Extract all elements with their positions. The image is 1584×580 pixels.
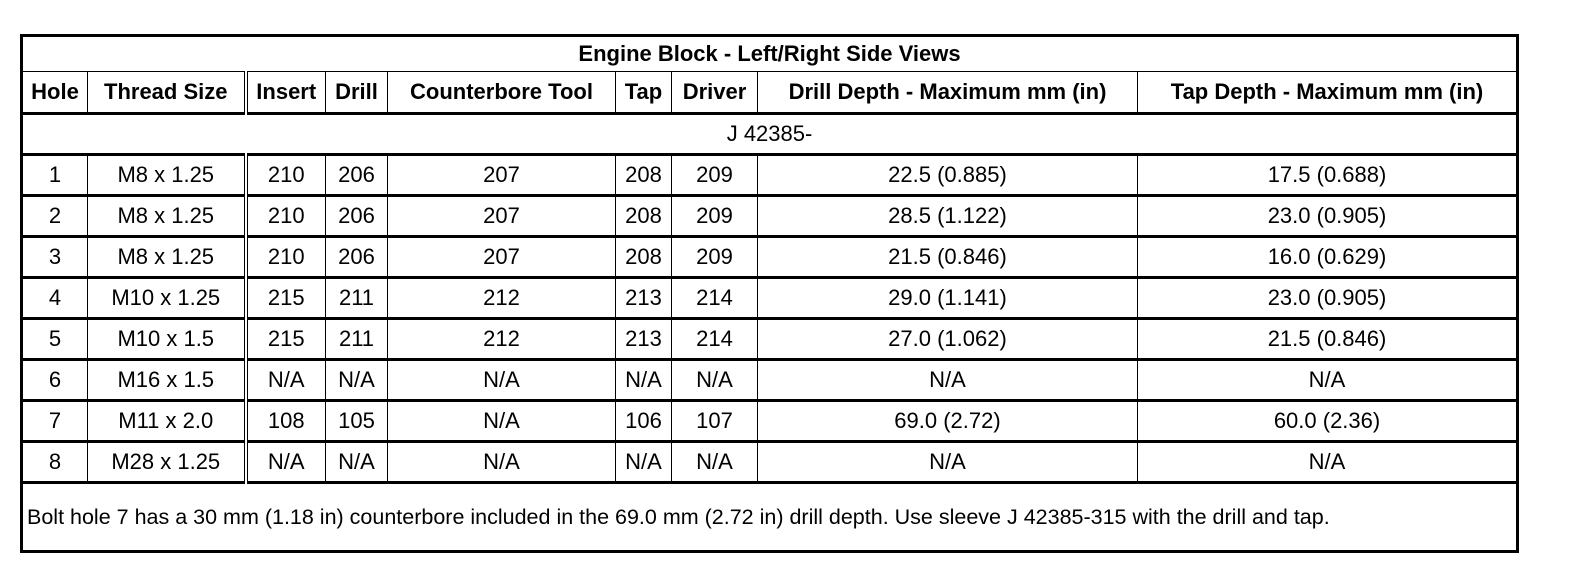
cell-thread-size: M8 x 1.25: [88, 237, 246, 278]
cell-drill: 206: [326, 237, 388, 278]
cell-insert: 210: [246, 237, 326, 278]
cell-counterbore-tool: N/A: [388, 442, 616, 483]
cell-drill-depth: N/A: [758, 442, 1138, 483]
table-title: Engine Block - Left/Right Side Views: [22, 36, 1518, 72]
cell-driver: 209: [672, 155, 758, 196]
cell-tap: N/A: [616, 442, 672, 483]
cell-driver: 209: [672, 196, 758, 237]
tool-prefix-row: [22, 114, 1518, 155]
cell-hole: 2: [22, 196, 88, 237]
cell-drill-depth: 28.5 (1.122): [758, 196, 1138, 237]
cell-hole: 4: [22, 278, 88, 319]
column-header-drill-depth: Drill Depth - Maximum mm (in): [758, 72, 1138, 114]
cell-counterbore-tool: 207: [388, 237, 616, 278]
column-header-hole: Hole: [22, 72, 88, 114]
cell-counterbore-tool: N/A: [388, 401, 616, 442]
cell-counterbore-tool: 212: [388, 278, 616, 319]
table-body: [22, 155, 1518, 483]
cell-drill-depth: 29.0 (1.141): [758, 278, 1138, 319]
cell-tap-depth: 16.0 (0.629): [1138, 237, 1518, 278]
cell-counterbore-tool: 207: [388, 155, 616, 196]
cell-thread-size: M11 x 2.0: [88, 401, 246, 442]
cell-thread-size: M8 x 1.25: [88, 196, 246, 237]
cell-driver: N/A: [672, 360, 758, 401]
column-header-insert: Insert: [246, 72, 326, 114]
cell-tap: 208: [616, 196, 672, 237]
cell-thread-size: M10 x 1.25: [88, 278, 246, 319]
cell-drill: N/A: [326, 360, 388, 401]
cell-tap: 208: [616, 237, 672, 278]
cell-drill: 105: [326, 401, 388, 442]
cell-tap: 213: [616, 319, 672, 360]
cell-tap-depth: 60.0 (2.36): [1138, 401, 1518, 442]
note-row: [22, 483, 1518, 552]
cell-tap: 106: [616, 401, 672, 442]
table-row: [22, 237, 1518, 278]
cell-drill-depth: 21.5 (0.846): [758, 237, 1138, 278]
table-row: [22, 278, 1518, 319]
cell-hole: 3: [22, 237, 88, 278]
cell-thread-size: M16 x 1.5: [88, 360, 246, 401]
cell-tap-depth: 23.0 (0.905): [1138, 278, 1518, 319]
cell-tap-depth: N/A: [1138, 360, 1518, 401]
cell-drill-depth: 22.5 (0.885): [758, 155, 1138, 196]
cell-drill: N/A: [326, 442, 388, 483]
column-header-drill: Drill: [326, 72, 388, 114]
cell-drill-depth: 69.0 (2.72): [758, 401, 1138, 442]
cell-drill: 211: [326, 319, 388, 360]
cell-drill: 211: [326, 278, 388, 319]
table-row: [22, 442, 1518, 483]
cell-counterbore-tool: N/A: [388, 360, 616, 401]
cell-drill-depth: N/A: [758, 360, 1138, 401]
table-row: [22, 319, 1518, 360]
cell-hole: 6: [22, 360, 88, 401]
cell-drill: 206: [326, 155, 388, 196]
table-row: [22, 196, 1518, 237]
column-header-tap-depth: Tap Depth - Maximum mm (in): [1138, 72, 1518, 114]
cell-counterbore-tool: 212: [388, 319, 616, 360]
cell-tap: N/A: [616, 360, 672, 401]
cell-driver: 107: [672, 401, 758, 442]
cell-tap-depth: 21.5 (0.846): [1138, 319, 1518, 360]
table-row: [22, 155, 1518, 196]
cell-drill-depth: 27.0 (1.062): [758, 319, 1138, 360]
column-header-tap: Tap: [616, 72, 672, 114]
table-row: [22, 401, 1518, 442]
cell-insert: N/A: [246, 442, 326, 483]
cell-tap-depth: N/A: [1138, 442, 1518, 483]
cell-insert: 215: [246, 278, 326, 319]
table-row: [22, 360, 1518, 401]
cell-insert: N/A: [246, 360, 326, 401]
cell-thread-size: M10 x 1.5: [88, 319, 246, 360]
cell-driver: N/A: [672, 442, 758, 483]
cell-insert: 210: [246, 155, 326, 196]
tool-prefix: J 42385-: [22, 114, 1518, 155]
table-header-row: [22, 72, 1518, 114]
cell-insert: 215: [246, 319, 326, 360]
column-header-thread-size: Thread Size: [88, 72, 246, 114]
cell-insert: 210: [246, 196, 326, 237]
table-title-row: [22, 36, 1518, 72]
cell-driver: 214: [672, 278, 758, 319]
column-header-counterbore-tool: Counterbore Tool: [388, 72, 616, 114]
cell-driver: 209: [672, 237, 758, 278]
cell-tap-depth: 17.5 (0.688): [1138, 155, 1518, 196]
cell-thread-size: M28 x 1.25: [88, 442, 246, 483]
cell-hole: 5: [22, 319, 88, 360]
cell-drill: 206: [326, 196, 388, 237]
cell-counterbore-tool: 207: [388, 196, 616, 237]
cell-hole: 8: [22, 442, 88, 483]
engine-block-spec-table: [20, 34, 1519, 553]
table-note: Bolt hole 7 has a 30 mm (1.18 in) counterbore included in the 69.0 mm (2.72 in) drill depth. Use sleeve J 42385-315 with the drill and tap.: [22, 483, 1518, 552]
column-header-driver: Driver: [672, 72, 758, 114]
cell-driver: 214: [672, 319, 758, 360]
cell-tap: 208: [616, 155, 672, 196]
cell-hole: 7: [22, 401, 88, 442]
cell-insert: 108: [246, 401, 326, 442]
cell-thread-size: M8 x 1.25: [88, 155, 246, 196]
cell-tap-depth: 23.0 (0.905): [1138, 196, 1518, 237]
cell-tap: 213: [616, 278, 672, 319]
cell-hole: 1: [22, 155, 88, 196]
